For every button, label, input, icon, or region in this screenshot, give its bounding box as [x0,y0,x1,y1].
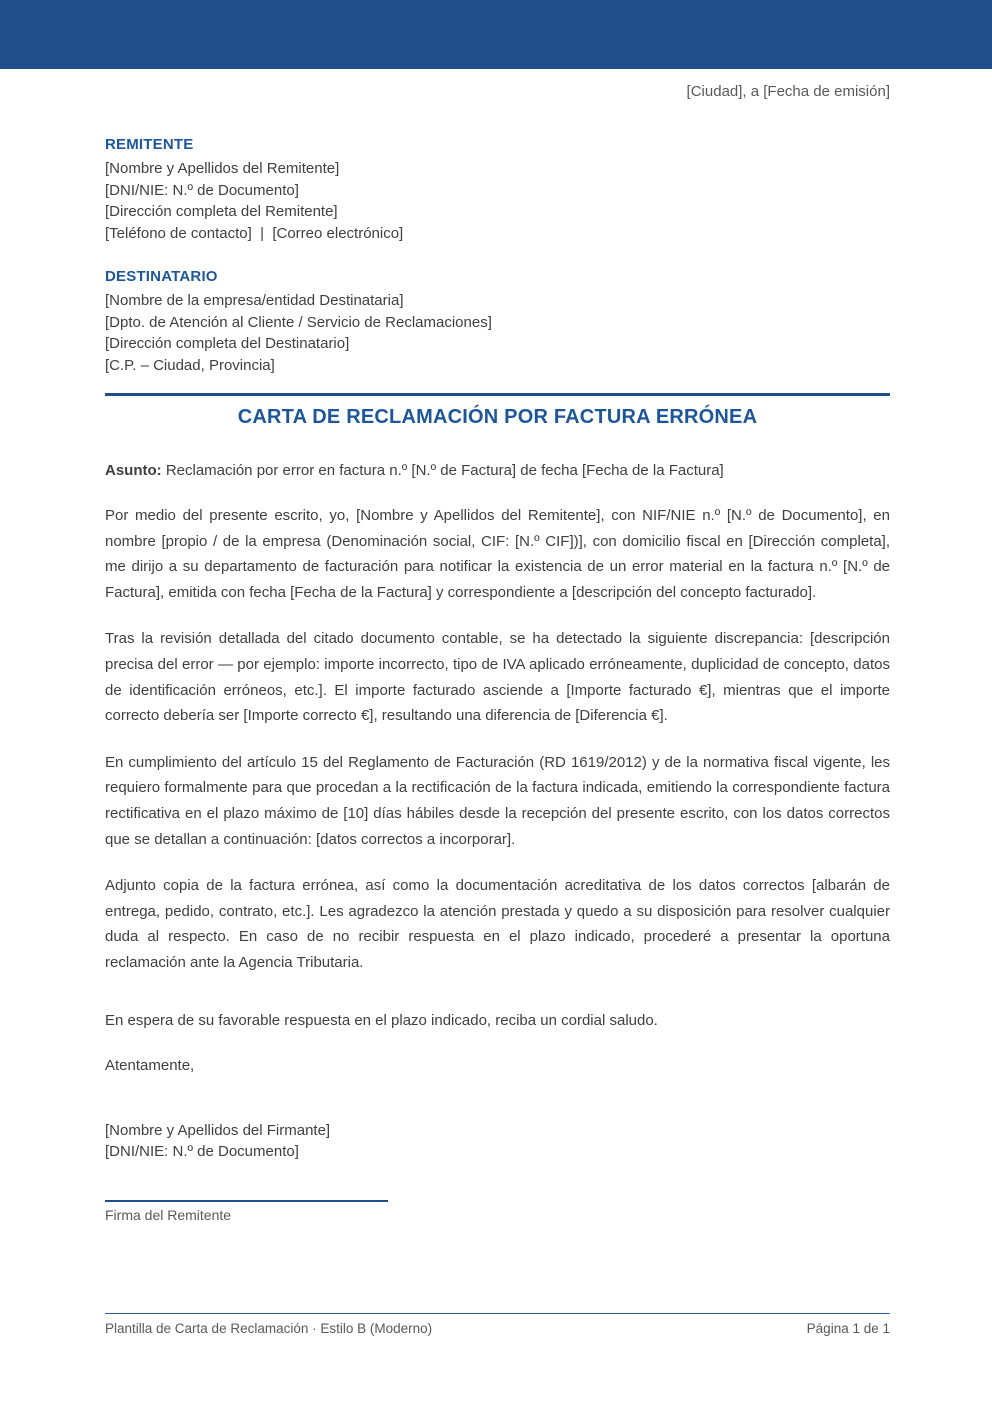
recipient-block [105,268,890,376]
signer-block [105,1120,890,1163]
sender-address-line: [Dirección completa del Remitente] [105,203,338,220]
footer-divider [105,1313,890,1314]
letter-content [0,83,992,1223]
paragraph-discrepancy: Tras la revisión detallada del citado documento contable, se ha detectado la siguiente discrepancia: [descripción precisa del error — por ejemplo: importe incorrecto, tipo de IVA aplicado erróneamente, duplicidad de concepto, datos de identificación erróneos, etc.]. El importe facturado asciende a [Importe facturado €], mientras que el importe correcto debería ser [Importe correcto €], resultando una diferencia de [Diferencia €]. [105,630,890,725]
farewell-line: En espera de su favorable respuesta en el plazo indicado, reciba un cordial saludo. [105,1011,658,1029]
page-title: CARTA DE RECLAMACIÓN POR FACTURA ERRÓNEA [237,406,758,428]
signer-id-line: [DNI/NIE: N.º de Documento] [105,1143,299,1160]
body-paragraphs [105,503,890,976]
sender-id-line: [DNI/NIE: N.º de Documento] [105,181,299,199]
salutation-line: Atentamente, [105,1056,195,1074]
recipient-name-line: [Nombre de la empresa/entidad Destinataria] [105,292,404,309]
sender-block [105,136,890,244]
sender-contact-line: [Teléfono de contacto] | [Correo electrónico] [105,224,404,242]
page-footer [105,1313,890,1336]
recipient-department-line: [Dpto. de Atención al Cliente / Servicio de Reclamaciones] [105,313,492,331]
subject-text: Reclamación por error en factura n.º [N.º de Factura] de fecha [Fecha de la Factura] [161,462,724,479]
header-bar [0,0,992,69]
recipient-heading: DESTINATARIO [105,268,218,285]
footer-page-number: Página 1 de 1 [806,1321,890,1336]
signer-name-line: [Nombre y Apellidos del Firmante] [105,1121,331,1139]
paragraph-legal-request: En cumplimiento del artículo 15 del Reglamento de Facturación (RD 1619/2012) y de la normativa fiscal vigente, les requiero formalmente para que procedan a la rectificación de la factura indicada, emitiendo la correspondiente factura rectificativa en el plazo máximo de [10] días hábiles desde la recepción del presente escrito, con los datos correctos que se detallan a continuación: [datos correctos a incorporar]. [105,753,890,848]
signature-caption: Firma del Remitente [105,1206,232,1223]
sender-name-line: [Nombre y Apellidos del Remitente] [105,160,340,177]
subject-label: Asunto: [105,462,162,479]
footer-template-label: Plantilla de Carta de Reclamación · Estilo B (Moderno) [105,1321,433,1336]
date-line: [Ciudad], a [Fecha de emisión] [686,83,890,100]
recipient-address-line: [Dirección completa del Destinatario] [105,335,350,352]
paragraph-introduction: Por medio del presente escrito, yo, [Nombre y Apellidos del Remitente], con NIF/NIE n.º [N.º de Documento], en nombre [propio / de la empresa (Denominación social, CIF: [N.º CIF])], con domicilio fiscal en [Dirección completa], me dirijo a su departamento de facturación para notificar la existencia de un error material en la factura n.º [N.º de Factura], emitida con fecha [Fecha de la Factura] y correspondiente a [descripción del concepto facturado]. [105,507,890,601]
paragraph-attachments: Adjunto copia de la factura errónea, así como la documentación acreditativa de los datos correctos [albarán de entrega, pedido, contrato, etc.]. Les agradezco la atención prestada y quedo a su disposición para resolver cualquier duda al respecto. En caso de no recibir respuesta en el plazo indicado, procederé a presentar la oportuna reclamación ante la Agencia Tributaria. [105,877,890,971]
recipient-city-line: [C.P. – Ciudad, Provincia] [105,356,275,374]
footer-row [105,1321,890,1336]
title-divider [105,393,890,396]
signature-line [105,1200,388,1202]
subject-line [105,460,890,482]
sender-heading: REMITENTE [105,136,194,153]
